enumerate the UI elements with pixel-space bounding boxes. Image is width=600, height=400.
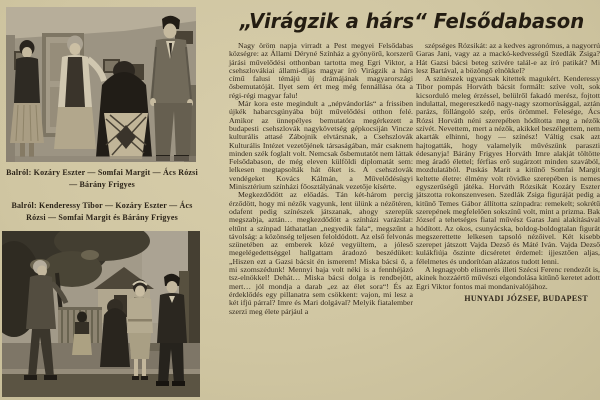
photo-bottom-image [2, 231, 200, 397]
paragraph-2: Már kora este megindult a „népvándorlás“ a frissiben újkék habarcsgúnyába bújt művelődési otthon felé. Amikor az ünnepélyes bemutatóra megérkezett a budapesti csehszlovák nagykövetség gépkocsiján Vincze kulturális attasé Zábojnik elvtársnak, a Csehszlovák Kulturális Intézet vezetőjének társaságában, már csaknem minden szék foglalt volt. Nemcsak ősbemutatót nem láttak Felsődabason, de még eleven külföldi diplomatát sem: lelkesen megtapsolták hát őket is. A csehszlovák vendégeket Kovács Kálmán, a Művelődésügyi Minisztérium színházi főosztályának vezetője kísérte. [229, 99, 413, 192]
photo-bottom-caption: Balról: Kenderessy Tibor — Kozáry Eszter — Ács Rózsi — Somfai Margit és Bárány Frigyes [11, 201, 193, 222]
photo-top-caption: Balról: Kozáry Eszter — Somfai Margit — Ács Rózsi — Bárány Frigyes [6, 168, 198, 189]
photo-top-image [6, 7, 196, 162]
paragraph-4: A színészek ugyancsak kitettek magukért. Kenderessy Tibor pompás Horváth bácsit formált: szíve volt, sok kicsorduló meleg érzéssel, belülről fakadó merész, fojtott indulattal, megereszkedő nagy-nagy szomorúsággal, aztán parázs, föllángoló szép, erős örömmel. Felesége, Ács Rózsi Horváth néni szerepében hódította meg a nézők szívét. Nevettem, mert a nézők, akikkel beszélgettem, nem akarták elhinni, hogy — színész! Váltig csak azt hajtogatták, hogy valamelyik művészünk paraszti édesanyja! Bárány Frigyes Horváth Imre alakját töltötte meg áradó élettel; férfias erő sugárzott minden szavából, mozdulatából. Puskás Marit a kitűnő Somfai Margit keltette életre: élmény volt rövidke szerepében is nemes egyszerűségű játéka. Horváth Rózsikát Kozáry Eszter játszotta rokonszenvesen. Szedlák Zsiga figuráját pedig a kitűnő Temes Gábor állította színpadra: remekelt; sokrétű szerepének megfelelően sokszínű volt, mint a prizma. Bak József a tehetséges fiatal művész Garas Jani alakításával hódított. Az okos, csunyácska, boldog-boldogtalan figurát megszerettette lelkesen tapsoló nézőivel. Két kisebb szerepet játszott Vajda Dezső és Máté Iván. Vajda Dezső kulákfiúja őszinte dicséretet érdemel: ijjesztően aljas, félelmetes és undorítóan alázatos tudott lenni. [416, 74, 600, 266]
photo-bottom [2, 231, 200, 397]
photo-top [6, 7, 196, 162]
paragraph-3: Megkezdődött az előadás. Tán két-három percig érződött, hogy mi nézők vagyunk, lent ülünk a nézőtéren, odafent pedig színészek játszanak, ahogy szerepük megszabja, aztán… megkezdődött a színházi varázslat: eltűnt a színpad láthatatlan „negyedik fala“, megszűnt a távolság: a közönség teljesen feloldódott. Az első felvonás szünetében az emberek közé vegyültem, a jóleső megelégedettséggel hallgattam áradozó beszédüket: „Hiszen ezt a Gazsi bácsit én ismerem! Miska bácsi ő, a mi szomszédunk! Mennyi baja volt néki is a fennhéjázó tsz-elnökkel! Dehát… Miska bácsi dolga is rendbejött, mert… jól mondja a darab „ez az élet sora“! És az érdeklődés egy pillanatra sem csökkent: vajon, mi lesz a két ifjú párral? Imre és Mari dolgával? Melyik fiatalember szerzi meg élete párjául a [229, 190, 413, 316]
article-column-2 [416, 42, 600, 303]
paragraph-5: A legnagyobb elismerés illeti Szécsi Ferenc rendezőt is, akinek hozzáértő művészi elgondolása kitűnő keretet adott Egri Viktor fontos mai mondanivalójához. [416, 265, 600, 291]
paragraph-3-continued: szépséges Rózsikát: az a kedves agronómus, a nagyorrú Garas Jani, vagy az a mackó-kedvességű Szedlák Zsiga? Hát Gazsi bácsi beteg szívére talál-e az író patikát? Mi lesz Bartával, a bözöngő elnökkel? [416, 41, 600, 75]
byline: HUNYADI JÓZSEF, BUDAPEST [464, 293, 588, 303]
article-title: „Virágzik a hárs“ Felsődabason [239, 9, 585, 33]
paragraph-1: Nagy öröm napja virradt a Pest megyei Felsődabas községre: az Állami Déryné Színház a gyönyörű, korszerű járási művelődési otthonban tartotta meg Egri Viktor, a csehszlovákiai állami-díjas magyar író Virágzik a hárs című falusi témájú új drámájának magyarországi ősbemutatóját. Ilyet sem ért meg még fennállása óta a régi-régi magyar falu! [229, 41, 413, 100]
article-column-1 [229, 42, 413, 316]
